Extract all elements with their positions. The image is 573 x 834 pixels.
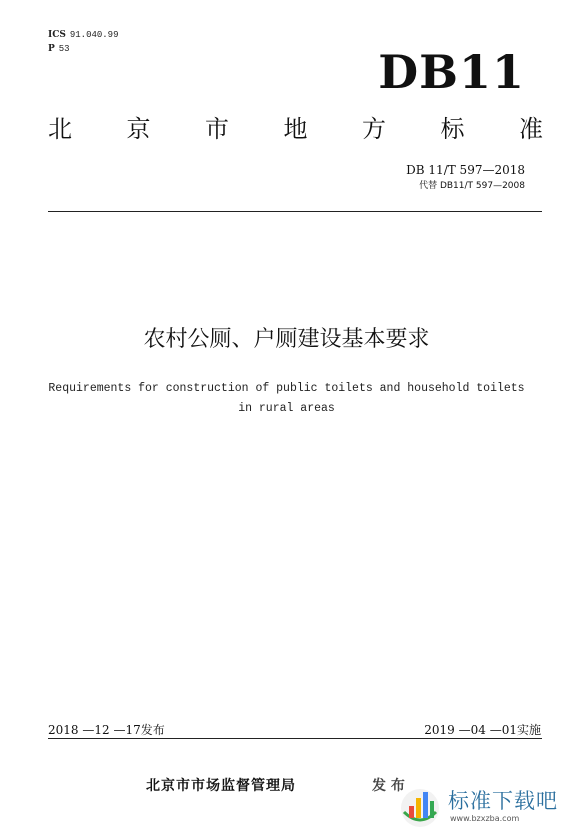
english-title bbox=[0, 379, 573, 419]
english-title-line: in rural areas bbox=[238, 402, 335, 415]
standard-type-char: 京 bbox=[126, 115, 151, 143]
standard-type-char: 北 bbox=[48, 115, 72, 143]
ccs-value: 53 bbox=[58, 44, 70, 54]
publish-date-value: 2018 —12 —17 bbox=[48, 723, 141, 737]
publish-date-label: 发布 bbox=[140, 723, 165, 737]
english-title-line: Requirements for construction of public toilets and household toilets bbox=[48, 382, 525, 395]
standard-type-title bbox=[48, 114, 543, 144]
standard-type-char: 地 bbox=[283, 115, 308, 143]
publisher-name: 北京市市场监督管理局 bbox=[146, 778, 296, 794]
implement-date-value: 2019 —04 —01 bbox=[424, 723, 517, 737]
watermark-text bbox=[448, 789, 558, 824]
watermark[interactable] bbox=[398, 782, 570, 830]
implement-date-label: 实施 bbox=[516, 723, 541, 737]
standard-code: DB 11/T 597—2018 bbox=[406, 163, 525, 177]
footer-divider bbox=[48, 738, 542, 739]
publish-date bbox=[48, 722, 165, 738]
standard-type-char: 标 bbox=[440, 115, 465, 143]
implement-date bbox=[424, 722, 541, 738]
publish-word: 发 布 bbox=[372, 778, 405, 794]
ics-classification bbox=[48, 28, 118, 42]
header-divider bbox=[48, 211, 542, 212]
ccs-label: P bbox=[48, 44, 55, 54]
chinese-title: 农村公厕、户厕建设基本要求 bbox=[143, 327, 430, 352]
ics-value: 91.040.99 bbox=[69, 30, 119, 40]
bar-chart-logo-icon bbox=[398, 784, 442, 828]
standard-type-char: 市 bbox=[205, 115, 229, 143]
ics-label: ICS bbox=[48, 30, 66, 40]
standard-type-char: 准 bbox=[519, 115, 543, 143]
watermark-url: www.bzxzba.com bbox=[450, 813, 520, 823]
ccs-classification bbox=[48, 42, 70, 56]
replaces-standard: 代替 DB11/T 597—2008 bbox=[419, 181, 525, 191]
db11-logo: DB11 bbox=[378, 45, 525, 99]
standard-type-char: 方 bbox=[362, 115, 386, 143]
watermark-name: 标准下载吧 bbox=[448, 788, 558, 813]
